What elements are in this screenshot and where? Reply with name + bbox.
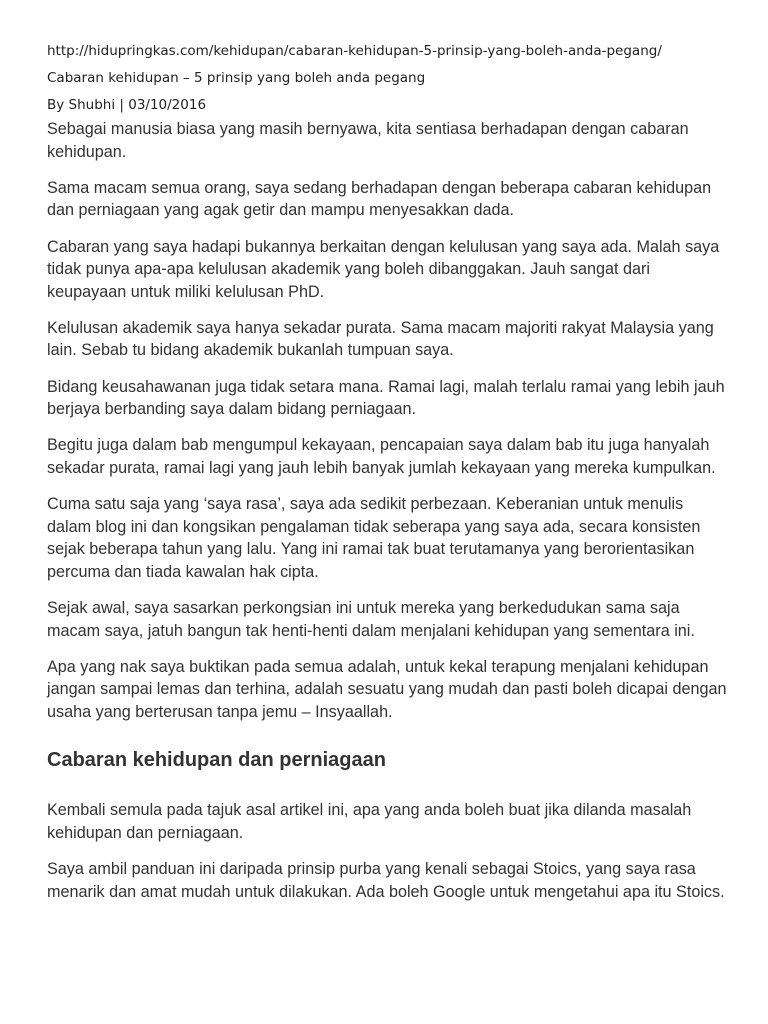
paragraph: Sejak awal, saya sasarkan perkongsian ini untuk mereka yang berkedudukan sama saja macam saya, jatuh bangun tak henti-henti dalam menjalani kehidupan yang sementara ini. <box>47 599 695 640</box>
source-url[interactable]: http://hidupringkas.com/kehidupan/cabaran-kehidupan-5-prinsip-yang-boleh-anda-pegang/ <box>47 43 662 59</box>
paragraph: Apa yang nak saya buktikan pada semua adalah, untuk kekal terapung menjalani kehidupan jangan sampai lemas dan terhina, adalah sesuatu yang mudah dan pasti boleh dicapai dengan usaha yang berterusan tanpa jemu – Insyaallah. <box>47 657 727 721</box>
section-heading: Cabaran kehidupan dan perniagaan <box>47 749 386 772</box>
article-title: Cabaran kehidupan – 5 prinsip yang boleh anda pegang <box>47 70 426 86</box>
paragraph: Sebagai manusia biasa yang masih bernyawa, kita sentiasa berhadapan dengan cabaran kehidupan. <box>47 120 689 161</box>
paragraph: Kelulusan akademik saya hanya sekadar purata. Sama macam majoriti rakyat Malaysia yang lain. Sebab tu bidang akademik bukanlah tumpuan saya. <box>47 318 714 360</box>
paragraph: Cuma satu saja yang ‘saya rasa’, saya ada sedikit perbezaan. Keberanian untuk menulis dalam blog ini dan kongsikan pengalaman tidak seberapa yang saya ada, secara konsisten sejak beberapa tahun yang lalu. Yang ini ramai tak buat terutamanya yang berorientasikan percuma dan tiada kawalan hak cipta. <box>47 495 701 581</box>
paragraph: Kembali semula pada tajuk asal artikel ini, apa yang anda boleh buat jika dilanda masalah kehidupan dan perniagaan. <box>47 801 692 842</box>
document-page <box>47 0 727 917</box>
paragraph: Bidang keusahawanan juga tidak setara mana. Ramai lagi, malah terlalu ramai yang lebih jauh berjaya berbanding saya dalam bidang perniagaan. <box>47 377 725 419</box>
article-body <box>47 118 727 903</box>
paragraph: Begitu juga dalam bab mengumpul kekayaan, pencapaian saya dalam bab itu juga hanyalah sekadar purata, ramai lagi yang jauh lebih banyak jumlah kekayaan yang mereka kumpulkan. <box>47 436 716 477</box>
paragraph: Saya ambil panduan ini daripada prinsip purba yang kenali sebagai Stoics, yang saya rasa menarik dan amat mudah untuk dilakukan. Ada boleh Google untuk mengetahui apa itu Stoics. <box>47 860 725 901</box>
paragraph: Cabaran yang saya hadapi bukannya berkaitan dengan kelulusan yang saya ada. Malah saya tidak punya apa-apa kelulusan akademik yang boleh dibanggakan. Jauh sangat dari keupayaan untuk miliki kelulusan PhD. <box>47 237 720 301</box>
paragraph: Sama macam semua orang, saya sedang berhadapan dengan beberapa cabaran kehidupan dan perniagaan yang agak getir dan mampu menyesakkan dada. <box>47 178 712 220</box>
byline: By Shubhi | 03/10/2016 <box>47 97 207 113</box>
